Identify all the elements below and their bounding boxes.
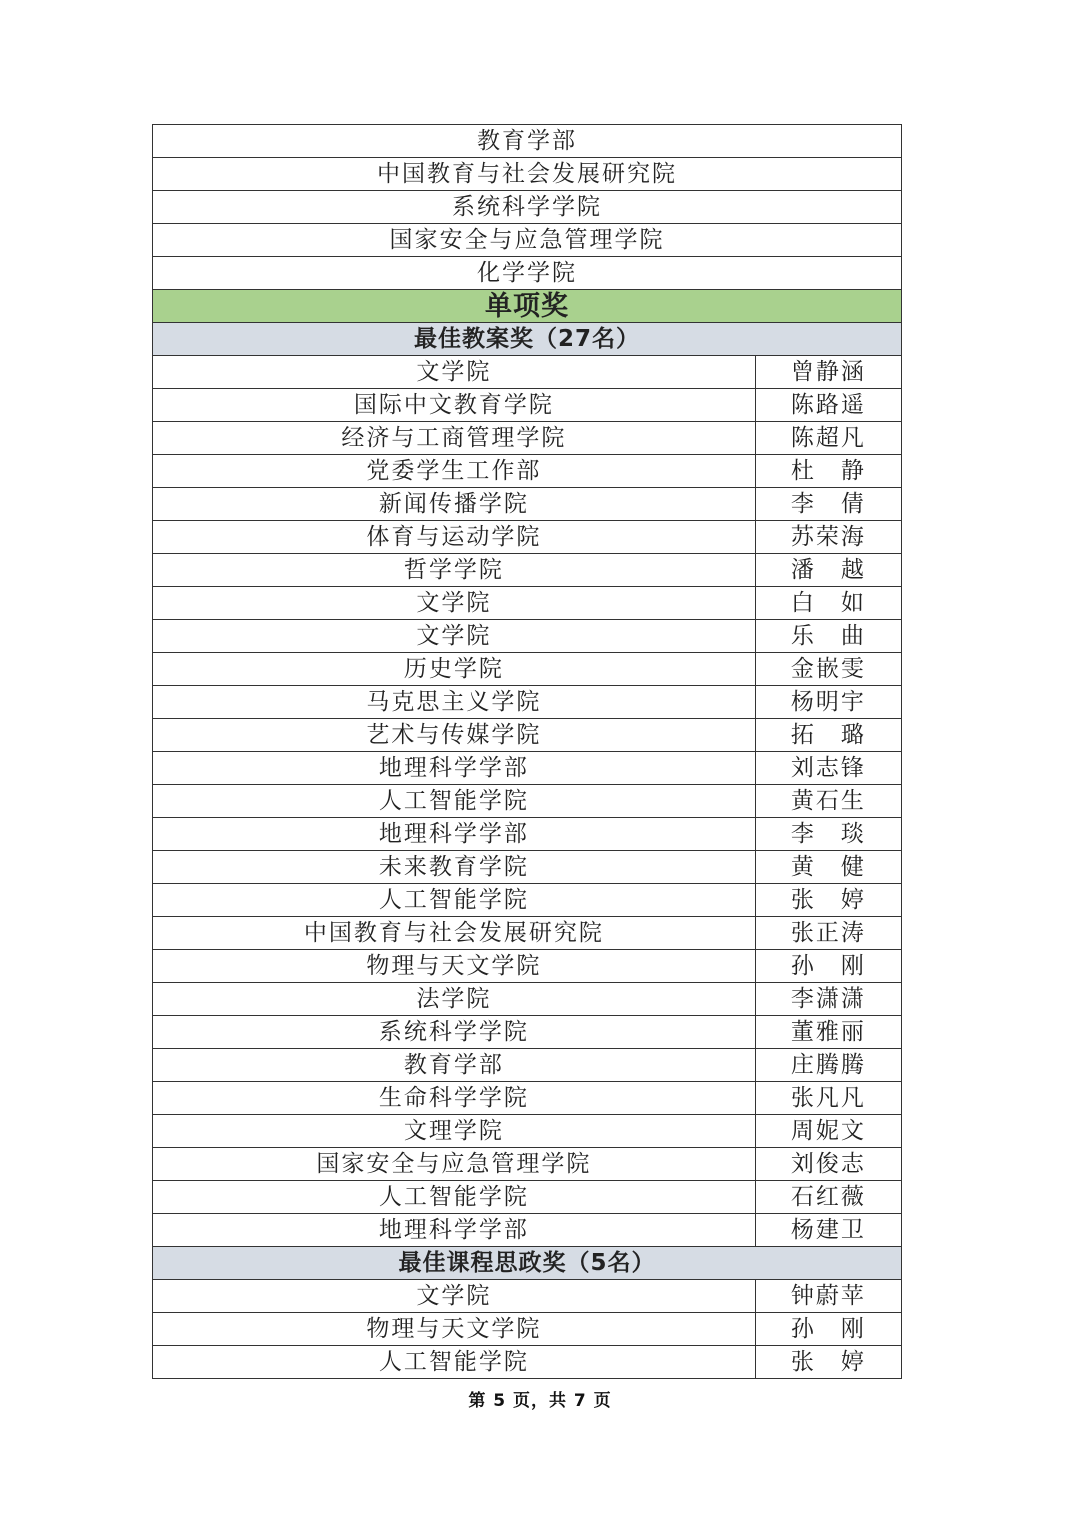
table-row	[153, 587, 902, 620]
table-row	[153, 521, 902, 554]
section-header-row	[153, 290, 902, 323]
winner-unit: 哲学学院	[153, 554, 756, 587]
table-row	[153, 488, 902, 521]
unit-row	[153, 158, 902, 191]
category-title: 最佳课程思政奖（5名）	[153, 1247, 902, 1280]
winner-name: 庄腾腾	[755, 1049, 901, 1082]
unit-row	[153, 125, 902, 158]
table-row	[153, 1214, 902, 1247]
table-row	[153, 389, 902, 422]
table-row	[153, 752, 902, 785]
winner-name: 张 婷	[755, 1346, 901, 1379]
table-row	[153, 1280, 902, 1313]
winner-name: 李潇潇	[755, 983, 901, 1016]
category-title: 最佳教案奖（27名）	[153, 323, 902, 356]
winner-name: 陈路遥	[755, 389, 901, 422]
unit-row	[153, 257, 902, 290]
winner-unit: 未来教育学院	[153, 851, 756, 884]
winner-name: 乐 曲	[755, 620, 901, 653]
winner-unit: 文学院	[153, 587, 756, 620]
winner-unit: 人工智能学院	[153, 785, 756, 818]
winner-unit: 马克思主义学院	[153, 686, 756, 719]
winner-name: 孙 刚	[755, 1313, 901, 1346]
winner-unit: 教育学部	[153, 1049, 756, 1082]
winner-unit: 新闻传播学院	[153, 488, 756, 521]
winner-unit: 艺术与传媒学院	[153, 719, 756, 752]
table-row	[153, 1346, 902, 1379]
winner-unit: 物理与天文学院	[153, 1313, 756, 1346]
winner-unit: 文学院	[153, 1280, 756, 1313]
unit-row	[153, 224, 902, 257]
table-row	[153, 620, 902, 653]
category-header-row	[153, 1247, 902, 1280]
winner-unit: 经济与工商管理学院	[153, 422, 756, 455]
page-footer: 第 5 页，共 7 页	[468, 1391, 612, 1411]
winner-name: 石红薇	[755, 1181, 901, 1214]
unit-cell: 中国教育与社会发展研究院	[153, 158, 902, 191]
table-row	[153, 1049, 902, 1082]
table-row	[153, 554, 902, 587]
winner-unit: 党委学生工作部	[153, 455, 756, 488]
table-row	[153, 422, 902, 455]
winner-unit: 系统科学学院	[153, 1016, 756, 1049]
winner-name: 陈超凡	[755, 422, 901, 455]
winner-name: 钟蔚苹	[755, 1280, 901, 1313]
winner-name: 黄石生	[755, 785, 901, 818]
winner-name: 张凡凡	[755, 1082, 901, 1115]
winner-name: 董雅丽	[755, 1016, 901, 1049]
winner-name: 张正涛	[755, 917, 901, 950]
winner-name: 张 婷	[755, 884, 901, 917]
winner-unit: 国际中文教育学院	[153, 389, 756, 422]
winner-name: 杨明宇	[755, 686, 901, 719]
table-row	[153, 653, 902, 686]
table-row	[153, 917, 902, 950]
winner-name: 黄 健	[755, 851, 901, 884]
unit-cell: 化学学院	[153, 257, 902, 290]
winner-unit: 体育与运动学院	[153, 521, 756, 554]
winner-unit: 人工智能学院	[153, 884, 756, 917]
winner-unit: 文学院	[153, 356, 756, 389]
table-row	[153, 818, 902, 851]
table-row	[153, 950, 902, 983]
table-row	[153, 356, 902, 389]
winner-unit: 中国教育与社会发展研究院	[153, 917, 756, 950]
table-row	[153, 851, 902, 884]
table-row	[153, 1016, 902, 1049]
award-table-body	[153, 125, 902, 1379]
winner-unit: 文理学院	[153, 1115, 756, 1148]
winner-unit: 地理科学学部	[153, 752, 756, 785]
winner-name: 潘 越	[755, 554, 901, 587]
winner-name: 刘志锋	[755, 752, 901, 785]
winner-name: 苏荣海	[755, 521, 901, 554]
winner-unit: 国家安全与应急管理学院	[153, 1148, 756, 1181]
winner-name: 杜 静	[755, 455, 901, 488]
table-row	[153, 983, 902, 1016]
unit-row	[153, 191, 902, 224]
winner-name: 孙 刚	[755, 950, 901, 983]
winner-name: 曾静涵	[755, 356, 901, 389]
winner-unit: 法学院	[153, 983, 756, 1016]
table-row	[153, 1115, 902, 1148]
award-table	[152, 124, 902, 1379]
winner-name: 周妮文	[755, 1115, 901, 1148]
table-row	[153, 719, 902, 752]
winner-name: 李 琰	[755, 818, 901, 851]
winner-unit: 物理与天文学院	[153, 950, 756, 983]
winner-name: 刘俊志	[755, 1148, 901, 1181]
winner-name: 金嵌雯	[755, 653, 901, 686]
winner-unit: 生命科学学院	[153, 1082, 756, 1115]
winner-name: 杨建卫	[755, 1214, 901, 1247]
section-title: 单项奖	[153, 290, 902, 323]
table-row	[153, 1082, 902, 1115]
table-row	[153, 686, 902, 719]
winner-unit: 人工智能学院	[153, 1346, 756, 1379]
winner-unit: 历史学院	[153, 653, 756, 686]
table-row	[153, 455, 902, 488]
unit-cell: 教育学部	[153, 125, 902, 158]
unit-cell: 国家安全与应急管理学院	[153, 224, 902, 257]
table-row	[153, 785, 902, 818]
winner-unit: 人工智能学院	[153, 1181, 756, 1214]
winner-unit: 文学院	[153, 620, 756, 653]
unit-cell: 系统科学学院	[153, 191, 902, 224]
table-row	[153, 884, 902, 917]
table-row	[153, 1313, 902, 1346]
winner-unit: 地理科学学部	[153, 1214, 756, 1247]
winner-name: 拓 璐	[755, 719, 901, 752]
winner-name: 李 倩	[755, 488, 901, 521]
category-header-row	[153, 323, 902, 356]
winner-unit: 地理科学学部	[153, 818, 756, 851]
winner-name: 白 如	[755, 587, 901, 620]
table-row	[153, 1148, 902, 1181]
table-row	[153, 1181, 902, 1214]
